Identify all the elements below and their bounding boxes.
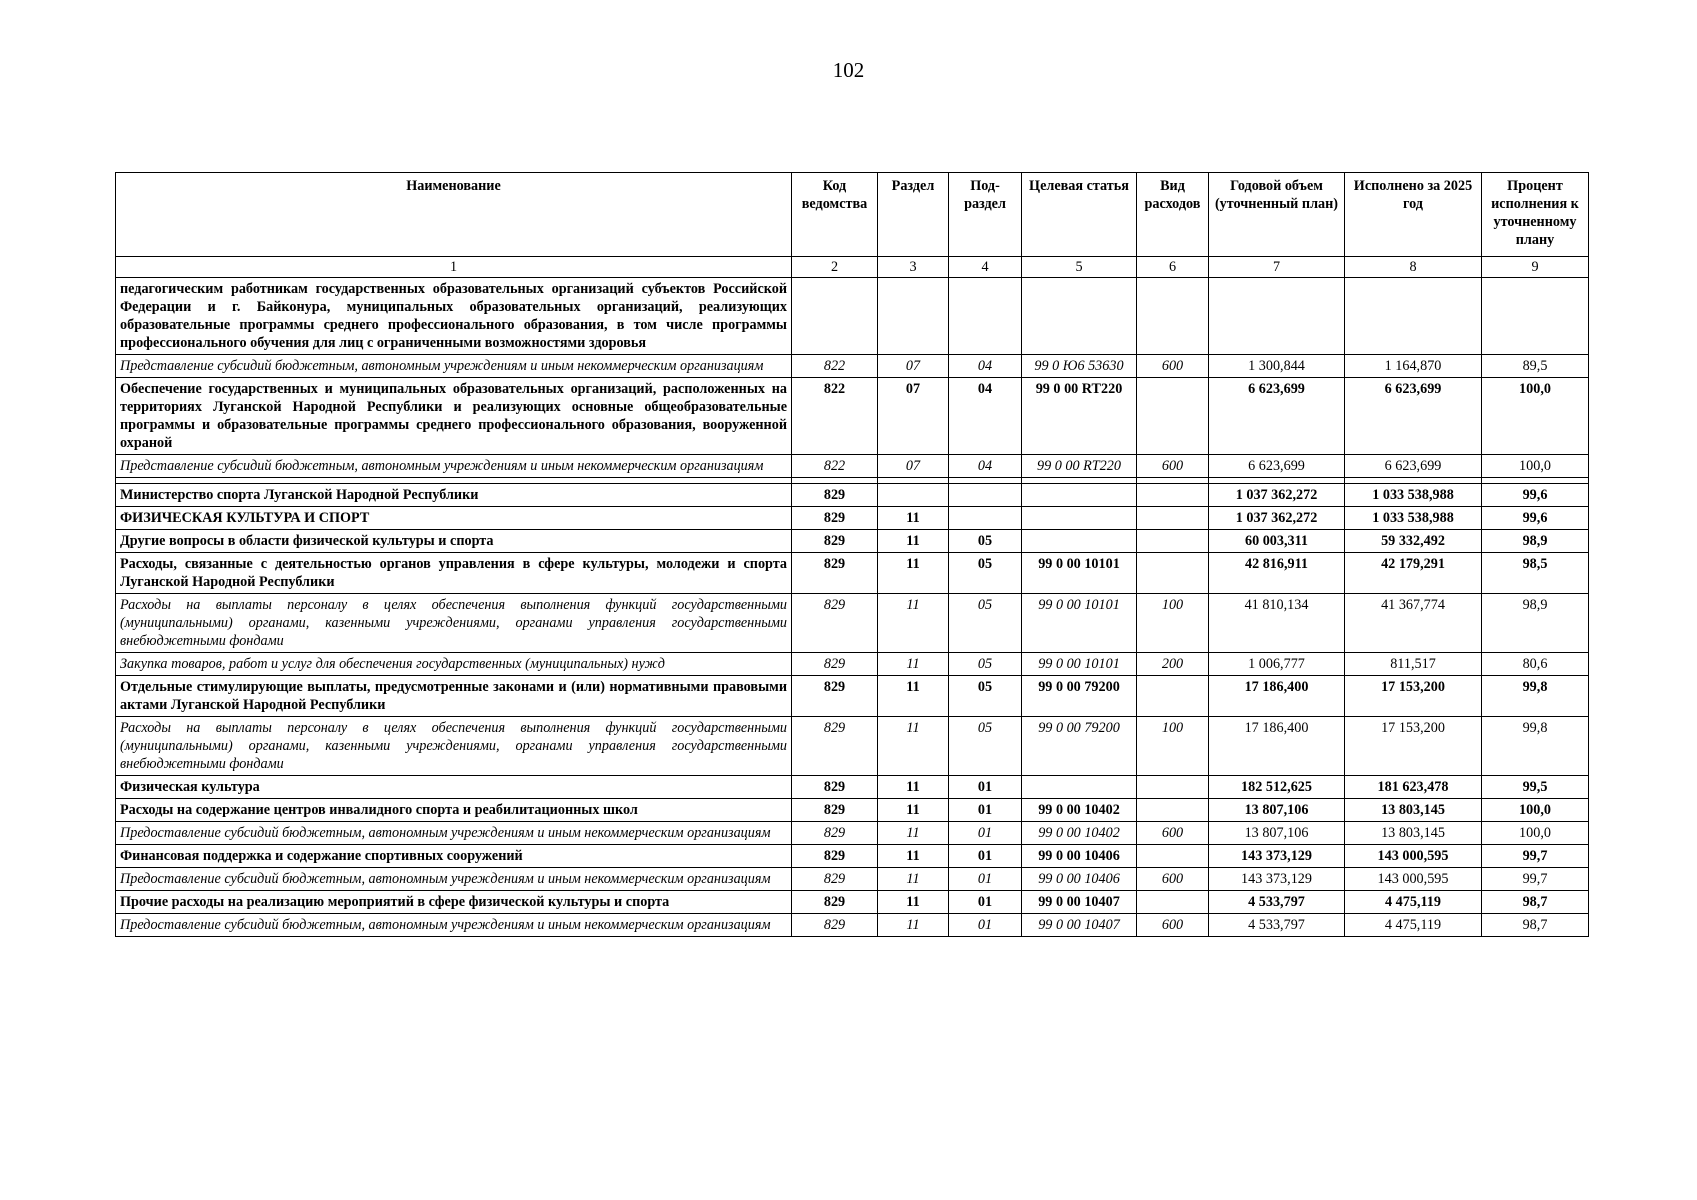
cell-percent: 99,7: [1482, 868, 1589, 891]
cell-expense-type: [1137, 507, 1209, 530]
cell-expense-type: [1137, 278, 1209, 355]
table-row: [116, 653, 1589, 676]
cell-expense-type: [1137, 676, 1209, 717]
table-row: [116, 776, 1589, 799]
page-number: 102: [832, 58, 865, 82]
cell-expense-type: [1137, 484, 1209, 507]
cell-subsection: [949, 278, 1022, 355]
cell-percent: 89,5: [1482, 355, 1589, 378]
cell-target-article: [1022, 507, 1137, 530]
cell-section: 11: [878, 868, 949, 891]
table-row: [116, 484, 1589, 507]
cell-name: ФИЗИЧЕСКАЯ КУЛЬТУРА И СПОРТ: [116, 507, 792, 530]
cell-target-article: [1022, 278, 1137, 355]
cell-expense-type: 600: [1137, 914, 1209, 937]
cell-target-article: [1022, 530, 1137, 553]
cell-department-code: 829: [792, 799, 878, 822]
cell-percent: 100,0: [1482, 799, 1589, 822]
cell-department-code: 829: [792, 891, 878, 914]
table-row: [116, 355, 1589, 378]
header-department-code: Код ведомства: [792, 173, 878, 257]
table-row: [116, 799, 1589, 822]
cell-name: Обеспечение государственных и муниципальных образовательных организаций, расположенных на территориях Луганской Народной Республики и реализующих основные общеобразовательные программы и образовательные программы среднего профессионального образования, вооруженной охраной: [116, 378, 792, 455]
cell-percent: 99,8: [1482, 717, 1589, 776]
header-percent: Процент исполнения к уточненному плану: [1482, 173, 1589, 257]
cell-subsection: 04: [949, 355, 1022, 378]
cell-target-article: 99 0 00 RT220: [1022, 378, 1137, 455]
column-number: 4: [949, 257, 1022, 278]
cell-name: Представление субсидий бюджетным, автономным учреждениям и иным некоммерческим организациям: [116, 455, 792, 478]
cell-percent: 99,6: [1482, 484, 1589, 507]
table-row: [116, 378, 1589, 455]
cell-percent: 100,0: [1482, 378, 1589, 455]
cell-target-article: [1022, 484, 1137, 507]
cell-department-code: 829: [792, 868, 878, 891]
cell-subsection: 05: [949, 530, 1022, 553]
cell-subsection: 05: [949, 676, 1022, 717]
cell-expense-type: 600: [1137, 455, 1209, 478]
cell-expense-type: [1137, 799, 1209, 822]
cell-name: Физическая культура: [116, 776, 792, 799]
cell-department-code: 822: [792, 455, 878, 478]
cell-target-article: 99 0 00 79200: [1022, 717, 1137, 776]
cell-subsection: 05: [949, 653, 1022, 676]
cell-annual-plan: 143 373,129: [1209, 868, 1345, 891]
cell-annual-plan: 1 037 362,272: [1209, 484, 1345, 507]
header-executed: Исполнено за 2025 год: [1345, 173, 1482, 257]
cell-executed: 181 623,478: [1345, 776, 1482, 799]
header-expense-type: Вид расходов: [1137, 173, 1209, 257]
cell-annual-plan: 60 003,311: [1209, 530, 1345, 553]
cell-executed: 1 033 538,988: [1345, 484, 1482, 507]
cell-executed: 13 803,145: [1345, 822, 1482, 845]
cell-subsection: [949, 484, 1022, 507]
cell-annual-plan: 1 300,844: [1209, 355, 1345, 378]
cell-subsection: 01: [949, 799, 1022, 822]
table-row: [116, 455, 1589, 478]
cell-section: [878, 278, 949, 355]
cell-subsection: 01: [949, 845, 1022, 868]
cell-target-article: 99 0 00 10407: [1022, 914, 1137, 937]
cell-executed: 1 164,870: [1345, 355, 1482, 378]
cell-section: 11: [878, 653, 949, 676]
cell-executed: 4 475,119: [1345, 914, 1482, 937]
cell-annual-plan: 13 807,106: [1209, 799, 1345, 822]
cell-subsection: 01: [949, 776, 1022, 799]
table-row: [116, 868, 1589, 891]
header-name: Наименование: [116, 173, 792, 257]
budget-execution-table: [115, 172, 1589, 937]
cell-annual-plan: 17 186,400: [1209, 676, 1345, 717]
cell-annual-plan: 41 810,134: [1209, 594, 1345, 653]
cell-section: 11: [878, 914, 949, 937]
cell-department-code: 822: [792, 378, 878, 455]
cell-section: 11: [878, 822, 949, 845]
cell-department-code: 829: [792, 776, 878, 799]
cell-name: Предоставление субсидий бюджетным, автономным учреждениям и иным некоммерческим организациям: [116, 868, 792, 891]
cell-executed: 143 000,595: [1345, 845, 1482, 868]
cell-target-article: 99 0 00 10406: [1022, 845, 1137, 868]
cell-subsection: 01: [949, 914, 1022, 937]
cell-percent: 98,5: [1482, 553, 1589, 594]
cell-annual-plan: 1 037 362,272: [1209, 507, 1345, 530]
cell-section: 11: [878, 507, 949, 530]
cell-annual-plan: 17 186,400: [1209, 717, 1345, 776]
cell-section: [878, 484, 949, 507]
cell-department-code: 829: [792, 914, 878, 937]
table-row: [116, 278, 1589, 355]
cell-executed: 143 000,595: [1345, 868, 1482, 891]
cell-percent: 99,5: [1482, 776, 1589, 799]
cell-expense-type: 600: [1137, 355, 1209, 378]
table-row: [116, 507, 1589, 530]
cell-percent: 98,7: [1482, 914, 1589, 937]
header-annual-plan: Годовой объем (уточненный план): [1209, 173, 1345, 257]
cell-executed: 4 475,119: [1345, 891, 1482, 914]
column-number: 2: [792, 257, 878, 278]
cell-expense-type: [1137, 891, 1209, 914]
cell-section: 11: [878, 845, 949, 868]
cell-section: 11: [878, 776, 949, 799]
cell-target-article: 99 0 00 10101: [1022, 594, 1137, 653]
cell-subsection: 05: [949, 553, 1022, 594]
cell-expense-type: [1137, 530, 1209, 553]
cell-subsection: 04: [949, 455, 1022, 478]
cell-target-article: [1022, 776, 1137, 799]
cell-percent: 98,7: [1482, 891, 1589, 914]
cell-name: Расходы на выплаты персоналу в целях обеспечения выполнения функций государственными (муниципальными) органами, казенными учреждениями, органами управления государственными внебюджетными фондами: [116, 717, 792, 776]
cell-section: 07: [878, 378, 949, 455]
cell-section: 11: [878, 676, 949, 717]
cell-percent: 100,0: [1482, 455, 1589, 478]
cell-executed: 6 623,699: [1345, 378, 1482, 455]
cell-department-code: 829: [792, 594, 878, 653]
column-number: 9: [1482, 257, 1589, 278]
cell-name: Министерство спорта Луганской Народной Республики: [116, 484, 792, 507]
table-row: [116, 822, 1589, 845]
cell-annual-plan: 42 816,911: [1209, 553, 1345, 594]
cell-section: 11: [878, 891, 949, 914]
column-number: 1: [116, 257, 792, 278]
cell-subsection: 01: [949, 891, 1022, 914]
cell-annual-plan: 6 623,699: [1209, 455, 1345, 478]
cell-name: Финансовая поддержка и содержание спортивных сооружений: [116, 845, 792, 868]
cell-expense-type: [1137, 553, 1209, 594]
cell-annual-plan: 4 533,797: [1209, 914, 1345, 937]
cell-subsection: 01: [949, 822, 1022, 845]
cell-department-code: 829: [792, 553, 878, 594]
cell-target-article: 99 0 00 10406: [1022, 868, 1137, 891]
cell-percent: 99,8: [1482, 676, 1589, 717]
cell-subsection: 05: [949, 717, 1022, 776]
cell-executed: 59 332,492: [1345, 530, 1482, 553]
cell-department-code: 829: [792, 822, 878, 845]
cell-section: 11: [878, 530, 949, 553]
cell-percent: 100,0: [1482, 822, 1589, 845]
cell-executed: [1345, 278, 1482, 355]
cell-section: 11: [878, 717, 949, 776]
cell-annual-plan: 182 512,625: [1209, 776, 1345, 799]
cell-executed: 811,517: [1345, 653, 1482, 676]
cell-name: педагогическим работникам государственных образовательных организаций субъектов Российской Федерации и г. Байконура, муниципальных образовательных организаций, реализующих образовательные программы среднего профессионального образования, в том числе программы профессионального обучения для лиц с ограниченными возможностями здоровья: [116, 278, 792, 355]
cell-department-code: 829: [792, 507, 878, 530]
cell-name: Расходы, связанные с деятельностью органов управления в сфере культуры, молодежи и спорта Луганской Народной Республики: [116, 553, 792, 594]
cell-executed: 6 623,699: [1345, 455, 1482, 478]
header-subsection: Под-раздел: [949, 173, 1022, 257]
cell-executed: 17 153,200: [1345, 676, 1482, 717]
cell-annual-plan: 4 533,797: [1209, 891, 1345, 914]
cell-department-code: 829: [792, 717, 878, 776]
cell-section: 11: [878, 553, 949, 594]
cell-target-article: 99 0 00 10407: [1022, 891, 1137, 914]
cell-target-article: 99 0 00 10402: [1022, 822, 1137, 845]
cell-subsection: 01: [949, 868, 1022, 891]
cell-expense-type: [1137, 378, 1209, 455]
column-number: 6: [1137, 257, 1209, 278]
cell-annual-plan: 6 623,699: [1209, 378, 1345, 455]
cell-target-article: 99 0 00 10402: [1022, 799, 1137, 822]
cell-annual-plan: 1 006,777: [1209, 653, 1345, 676]
table-row: [116, 594, 1589, 653]
cell-department-code: 829: [792, 484, 878, 507]
cell-section: 07: [878, 455, 949, 478]
cell-section: 11: [878, 594, 949, 653]
cell-section: 11: [878, 799, 949, 822]
cell-subsection: 04: [949, 378, 1022, 455]
cell-executed: 41 367,774: [1345, 594, 1482, 653]
cell-department-code: 829: [792, 653, 878, 676]
cell-expense-type: [1137, 845, 1209, 868]
cell-name: Другие вопросы в области физической культуры и спорта: [116, 530, 792, 553]
cell-target-article: 99 0 Ю6 53630: [1022, 355, 1137, 378]
column-number: 7: [1209, 257, 1345, 278]
cell-name: Отдельные стимулирующие выплаты, предусмотренные законами и (или) нормативными правовыми актами Луганской Народной Республики: [116, 676, 792, 717]
column-number: 3: [878, 257, 949, 278]
cell-annual-plan: [1209, 278, 1345, 355]
cell-annual-plan: 13 807,106: [1209, 822, 1345, 845]
cell-executed: 42 179,291: [1345, 553, 1482, 594]
cell-department-code: [792, 278, 878, 355]
cell-expense-type: 600: [1137, 822, 1209, 845]
cell-section: 07: [878, 355, 949, 378]
cell-target-article: 99 0 00 10101: [1022, 553, 1137, 594]
cell-department-code: 829: [792, 676, 878, 717]
cell-name: Прочие расходы на реализацию мероприятий в сфере физической культуры и спорта: [116, 891, 792, 914]
cell-name: Закупка товаров, работ и услуг для обеспечения государственных (муниципальных) нужд: [116, 653, 792, 676]
cell-expense-type: 100: [1137, 594, 1209, 653]
table-row: [116, 914, 1589, 937]
table-row: [116, 553, 1589, 594]
cell-department-code: 829: [792, 845, 878, 868]
cell-percent: 99,7: [1482, 845, 1589, 868]
cell-subsection: [949, 507, 1022, 530]
cell-name: Предоставление субсидий бюджетным, автономным учреждениям и иным некоммерческим организациям: [116, 914, 792, 937]
table-row: [116, 676, 1589, 717]
cell-target-article: 99 0 00 RT220: [1022, 455, 1137, 478]
header-section: Раздел: [878, 173, 949, 257]
cell-target-article: 99 0 00 79200: [1022, 676, 1137, 717]
table-row: [116, 845, 1589, 868]
table-row: [116, 530, 1589, 553]
column-number: 5: [1022, 257, 1137, 278]
cell-executed: 17 153,200: [1345, 717, 1482, 776]
cell-department-code: 822: [792, 355, 878, 378]
cell-expense-type: [1137, 776, 1209, 799]
cell-percent: 98,9: [1482, 530, 1589, 553]
cell-executed: 13 803,145: [1345, 799, 1482, 822]
cell-expense-type: 200: [1137, 653, 1209, 676]
table-row: [116, 891, 1589, 914]
cell-name: Представление субсидий бюджетным, автономным учреждениям и иным некоммерческим организациям: [116, 355, 792, 378]
cell-name: Расходы на содержание центров инвалидного спорта и реабилитационных школ: [116, 799, 792, 822]
cell-annual-plan: 143 373,129: [1209, 845, 1345, 868]
cell-name: Предоставление субсидий бюджетным, автономным учреждениям и иным некоммерческим организациям: [116, 822, 792, 845]
column-number-row: [116, 257, 1589, 278]
cell-percent: 99,6: [1482, 507, 1589, 530]
header-row: [116, 173, 1589, 257]
cell-expense-type: 100: [1137, 717, 1209, 776]
cell-target-article: 99 0 00 10101: [1022, 653, 1137, 676]
cell-department-code: 829: [792, 530, 878, 553]
cell-percent: 98,9: [1482, 594, 1589, 653]
cell-expense-type: 600: [1137, 868, 1209, 891]
cell-percent: [1482, 278, 1589, 355]
header-target-article: Целевая статья: [1022, 173, 1137, 257]
table-row: [116, 717, 1589, 776]
cell-name: Расходы на выплаты персоналу в целях обеспечения выполнения функций государственными (муниципальными) органами, казенными учреждениями, органами управления государственными внебюджетными фондами: [116, 594, 792, 653]
column-number: 8: [1345, 257, 1482, 278]
cell-subsection: 05: [949, 594, 1022, 653]
cell-percent: 80,6: [1482, 653, 1589, 676]
cell-executed: 1 033 538,988: [1345, 507, 1482, 530]
